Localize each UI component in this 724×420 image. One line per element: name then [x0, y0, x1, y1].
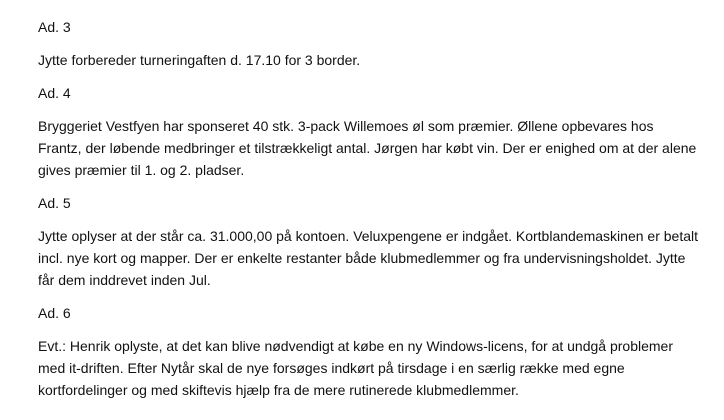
document-page: [38, 16, 698, 412]
section-ad-5: [38, 192, 698, 291]
section-heading: Ad. 5: [38, 195, 71, 211]
section-heading: Ad. 4: [38, 85, 71, 101]
section-heading: Ad. 6: [38, 305, 71, 321]
section-heading: Ad. 3: [38, 19, 71, 35]
section-ad-6: [38, 302, 698, 401]
section-ad-3: [38, 16, 698, 71]
section-text: Bryggeriet Vestfyen har sponseret 40 stk. 3-pack Willemoes øl som præmier. Øllene opbevares hos Frantz, der løbende medbringer et tilstrækkeligt antal. Jørgen har købt vin. Der er enighed om at der alene gives præmier til 1. og 2. pladser.: [38, 118, 697, 178]
section-text: Jytte forbereder turneringaften d. 17.10 for 3 border.: [38, 52, 361, 68]
section-text: Evt.: Henrik oplyste, at det kan blive nødvendigt at købe en ny Windows-licens, for at undgå problemer med it-driften. Efter Nytår skal de nye forsøges indkørt på tirsdage i en særlig række med egne kortfordelinger og med skiftevis hjælp fra de mere rutinerede klubmedlemmer.: [38, 338, 673, 398]
section-ad-4: [38, 82, 698, 181]
section-text: Jytte oplyser at der står ca. 31.000,00 på kontoen. Veluxpengene er indgået. Kortblandemaskinen er betalt incl. nye kort og mapper. Der er enkelte restanter både klubmedlemmer og fra undervisningsholdet. Jytte får dem inddrevet inden Jul.: [38, 228, 698, 288]
